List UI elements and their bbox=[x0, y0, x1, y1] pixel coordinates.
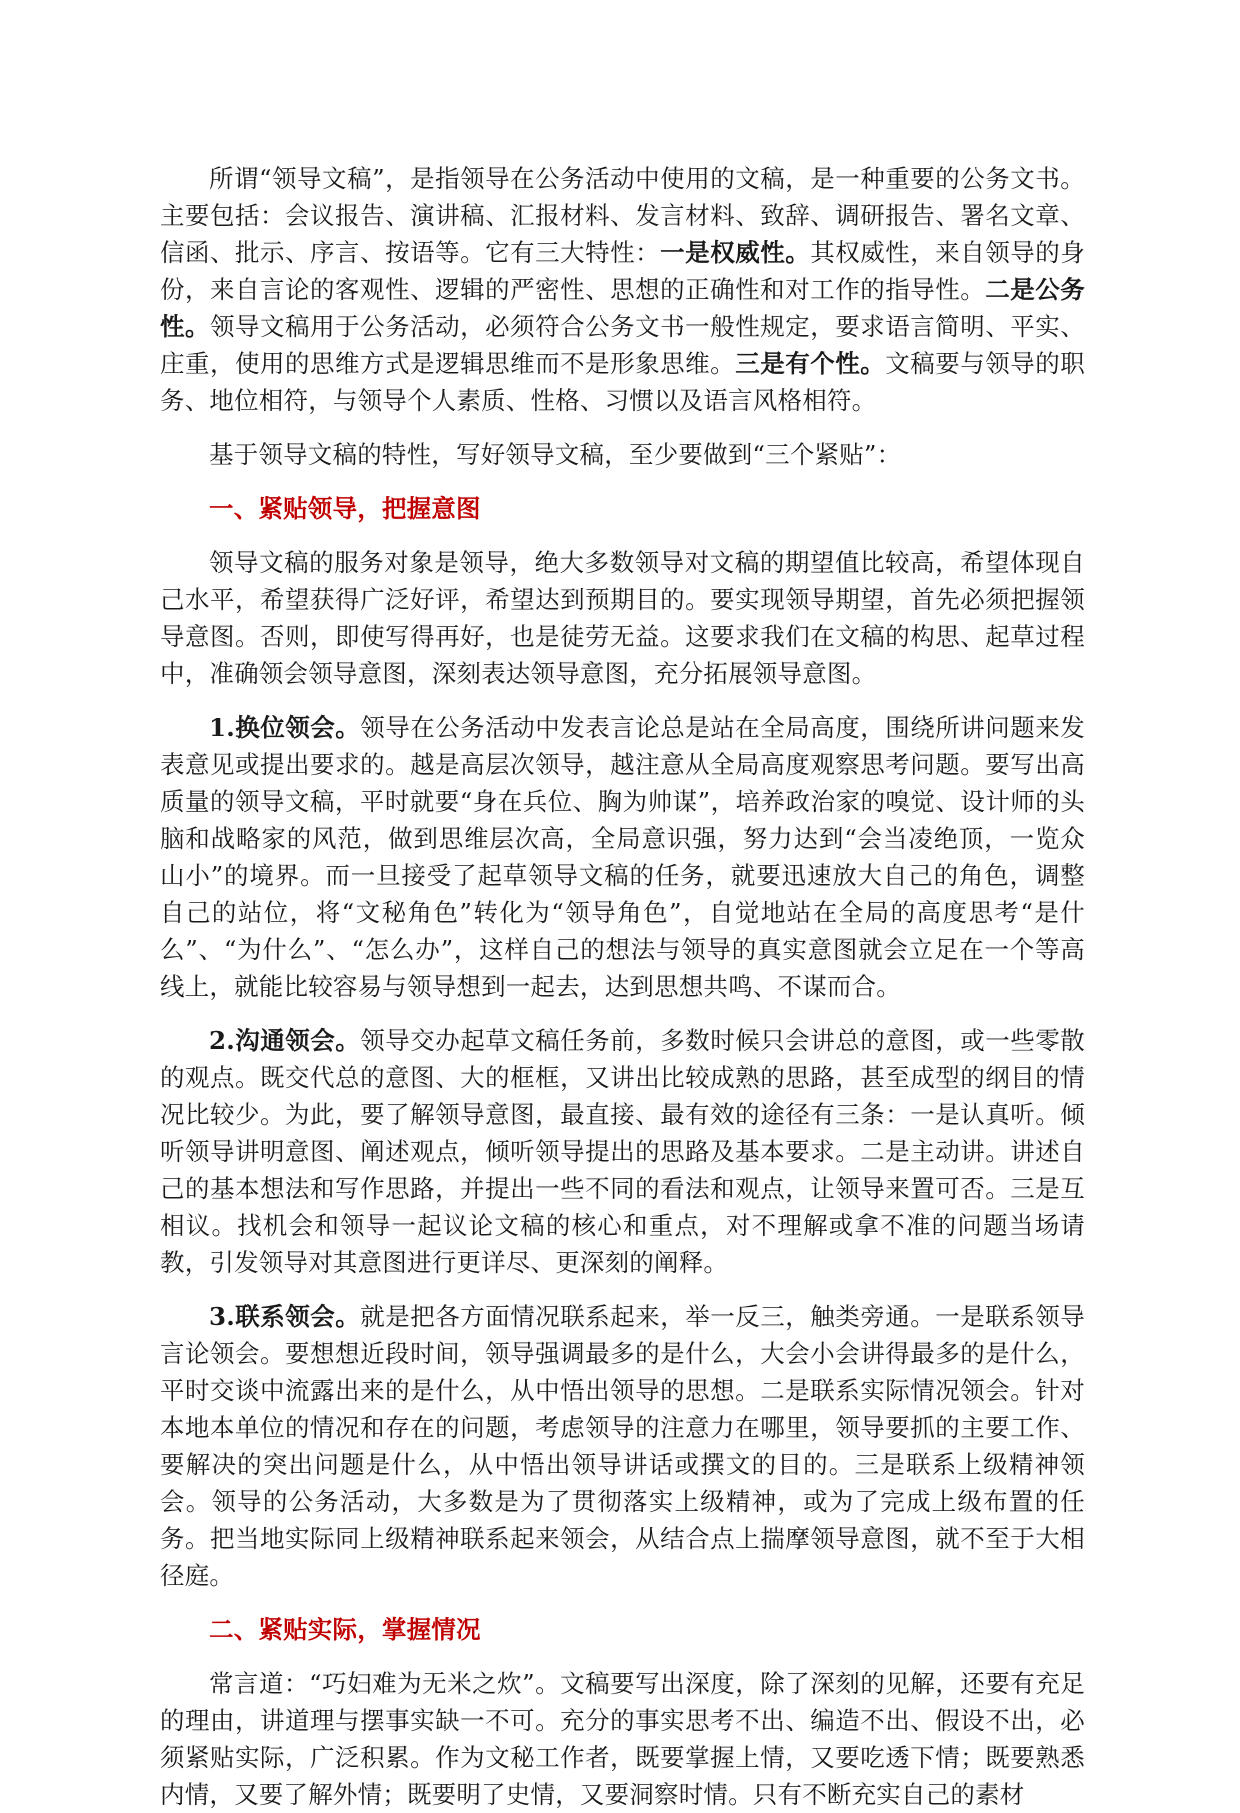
item-2-text: 领导交办起草文稿任务前，多数时候只会讲总的意图，或一些零散的观点。既交代总的意图、大的框框，又讲出比较成熟的思路，甚至成型的纲目的情况比较少。为此，要了解领导意图，最直接、最有效的途径有三条：一是认真听。倾听领导讲明意图、阐述观点，倾听领导提出的思路及基本要求。二是主动讲。讲述自己的基本想法和写作思路，并提出一些不同的看法和观点，让领导来置可否。三是互相议。找机会和领导一起议论文稿的核心和重点，对不理解或拿不准的问题当场请教，引发领导对其意图进行更详尽、更深刻的阐释。 bbox=[160, 1026, 1085, 1277]
item-1-text: 领导在公务活动中发表言论总是站在全局高度，围绕所讲问题来发表意见或提出要求的。越是高层次领导，越注意从全局高度观察思考问题。要写出高质量的领导文稿，平时就要“身在兵位、胸为帅谋”，培养政治家的嗅觉、设计师的头脑和战略家的风范，做到思维层次高，全局意识强，努力达到“会当凌绝顶，一览众山小”的境界。而一旦接受了起草领导文稿的任务，就要迅速放大自己的角色，调整自己的站位，将“文秘角色”转化为“领导角色”，自觉地站在全局的高度思考“是什么”、“为什么”、“怎么办”，这样自己的想法与领导的真实意图就会立足在一个等高线上，就能比较容易与领导想到一起去，达到思想共鸣、不谋而合。 bbox=[160, 713, 1085, 1001]
section1-paragraph: 领导文稿的服务对象是领导，绝大多数领导对文稿的期望值比较高，希望体现自己水平，希望获得广泛好评，希望达到预期目的。要实现领导期望，首先必须把握领导意图。否则，即使写得再好，也是徒劳无益。这要求我们在文稿的构思、起草过程中，准确领会领导意图，深刻表达领导意图，充分拓展领导意图。 bbox=[160, 548, 1085, 688]
section2-paragraph: 常言道：“巧妇难为无米之炊”。文稿要写出深度，除了深刻的见解，还要有充足的理由，讲道理与摆事实缺一不可。充分的事实思考不出、编造不出、假设不出，必须紧贴实际，广泛积累。作为文秘工作者，既要掌握上情，又要吃透下情；既要熟悉内情，又要了解外情；既要明了史情，又要洞察时情。只有不断充实自己的素材 bbox=[160, 1669, 1085, 1809]
intro-text-a: 所谓“领导文稿”，是指领导在公务活动中使用的文稿，是一种重要的公务文书。主要包括：会议报告、演讲稿、汇报材料、发言材料、致辞、调研报告、署名文章、信函、批示、序言、按语等。它有三大特性： bbox=[160, 164, 1085, 267]
item-3-title: 3.联系领会。 bbox=[209, 1302, 361, 1331]
section1-item-3 bbox=[160, 1298, 1085, 1594]
section1-item-1 bbox=[160, 709, 1085, 1005]
intro-paragraph bbox=[160, 160, 1085, 419]
section1-item-2 bbox=[160, 1022, 1085, 1281]
intro-summary: 基于领导文稿的特性，写好领导文稿，至少要做到“三个紧贴”： bbox=[209, 440, 902, 469]
section-heading-2: 二、紧贴实际，掌握情况 bbox=[209, 1615, 481, 1644]
item-1-title: 1.换位领会。 bbox=[209, 713, 361, 742]
trait-authority: 一是权威性。 bbox=[660, 238, 811, 267]
intro-text-e: 文稿要与领导的职务、地位相符，与领导个人素质、性格、习惯以及语言风格相符。 bbox=[160, 349, 1085, 415]
trait-official: 二是公务性。 bbox=[160, 275, 1085, 341]
document-page bbox=[160, 160, 1085, 1813]
intro-text-d: 领导文稿用于公务活动，必须符合公务文书一般性规定，要求语言简明、平实、庄重，使用的思维方式是逻辑思维而不是形象思维。 bbox=[160, 312, 1086, 378]
trait-individual: 三是有个性。 bbox=[735, 349, 886, 378]
item-3-text: 就是把各方面情况联系起来，举一反三，触类旁通。一是联系领导言论领会。要想想近段时间，领导强调最多的是什么，大会小会讲得最多的是什么，平时交谈中流露出来的是什么，从中悟出领导的思想。二是联系实际情况领会。针对本地本单位的情况和存在的问题，考虑领导的注意力在哪里，领导要抓的主要工作、要解决的突出问题是什么，从中悟出领导讲话或撰文的目的。三是联系上级精神领会。领导的公务活动，大多数是为了贯彻落实上级精神，或为了完成上级布置的任务。把当地实际同上级精神联系起来领会，从结合点上揣摩领导意图，就不至于大相径庭。 bbox=[160, 1302, 1085, 1590]
section-heading-1: 一、紧贴领导，把握意图 bbox=[209, 494, 481, 523]
item-2-title: 2.沟通领会。 bbox=[209, 1026, 361, 1055]
intro-text-c: 其权威性，来自领导的身份，来自言论的客观性、逻辑的严密性、思想的正确性和对工作的指导性。 bbox=[160, 238, 1086, 304]
